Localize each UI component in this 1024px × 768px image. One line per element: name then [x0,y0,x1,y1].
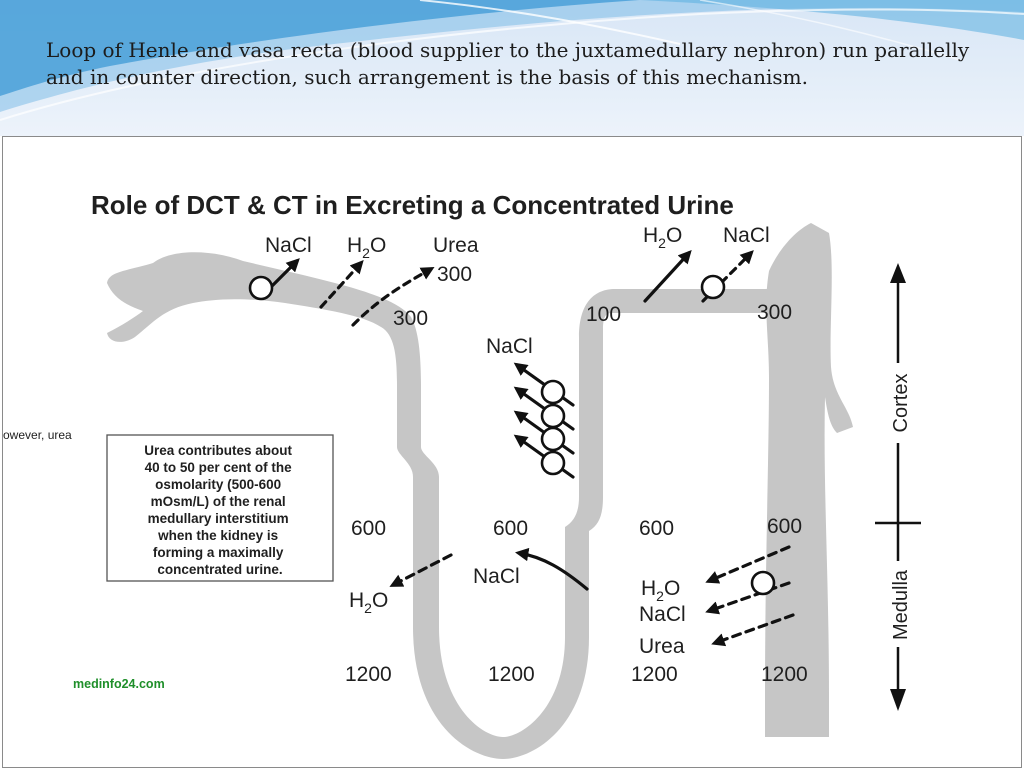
label-nacl-collecting-top [723,224,770,247]
transporter-ascending-2 [542,405,564,427]
osmolarity-600-d: 600 [767,515,803,538]
urea-info-box [107,435,333,581]
label-urea-medullary-duct [639,635,685,658]
diagram-figure [2,136,1022,768]
svg-text:NaCl: NaCl [639,603,686,626]
transporter-cortex-duct [702,276,724,298]
label-h2o-collecting-top [643,224,682,251]
label-nacl-dct [265,234,312,257]
osmolarity-600-b: 600 [493,517,529,540]
transporter-ascending-3 [542,428,564,450]
label-nacl-medullary-duct [639,603,686,626]
label-nacl-ascending [486,335,533,358]
svg-text:H2O: $H_2O$ [641,577,681,604]
osmolarity-100-ascending: 100 [586,303,622,326]
osmolarity-600-c: 600 [639,517,675,540]
clipped-caption: owever, urea [3,428,72,442]
osmolarity-1200-d: 1200 [761,663,808,686]
slide-heading: Loop of Henle and vasa recta (blood supplier to the juxtamedullary nephron) run parallelly and in counter direction, such arrangement is the basis of this mechanism. [46,38,970,89]
osmolarity-1200-a: 1200 [345,663,392,686]
figure-title: Role of DCT & CT in Excreting a Concentrated Urine [91,190,734,220]
label-nacl-loop [473,565,520,588]
label-h2o-dct [347,234,386,261]
osmolarity-1200-c: 1200 [631,663,678,686]
label-h2o-medullary-duct [641,577,680,604]
medulla-label: Medulla [890,569,912,641]
svg-text:NaCl: NaCl [265,234,312,257]
svg-text:NaCl: NaCl [486,335,533,358]
svg-text:H2O: $H_2O$ [643,224,683,251]
svg-text:Urea contributes about: Urea contributes about 40 to 50 per cent of the osmolarity (500-600 mOsm/L) of the renal medullary interstitium when the kidney is forming a maximally concentrated urine. [144,443,293,577]
transporter-medullary-duct [752,572,774,594]
label-urea-dct [433,234,479,257]
svg-text:Urea: Urea [433,234,479,257]
nephron-diagram [3,137,1021,767]
transporter-dct [250,277,272,299]
slide-header [0,0,1024,136]
transporter-ascending-1 [542,381,564,403]
transporter-ascending-4 [542,452,564,474]
svg-text:Urea: Urea [639,635,685,658]
osmolarity-1200-b: 1200 [488,663,535,686]
svg-text:H2O: $H_2O$ [347,234,387,261]
label-h2o-descending [349,589,388,616]
osmolarity-600-a: 600 [351,517,387,540]
svg-text:NaCl: NaCl [473,565,520,588]
cortex-label: Cortex [890,373,912,433]
svg-text:NaCl: NaCl [723,224,770,247]
svg-text:H2O: $H_2O$ [349,589,389,616]
zone-scale [875,263,921,711]
credit-text: medinfo24.com [73,677,165,691]
osmolarity-300-dct-top: 300 [437,263,473,286]
osmolarity-300-dct-low: 300 [393,307,429,330]
osmolarity-300-collecting: 300 [757,301,793,324]
